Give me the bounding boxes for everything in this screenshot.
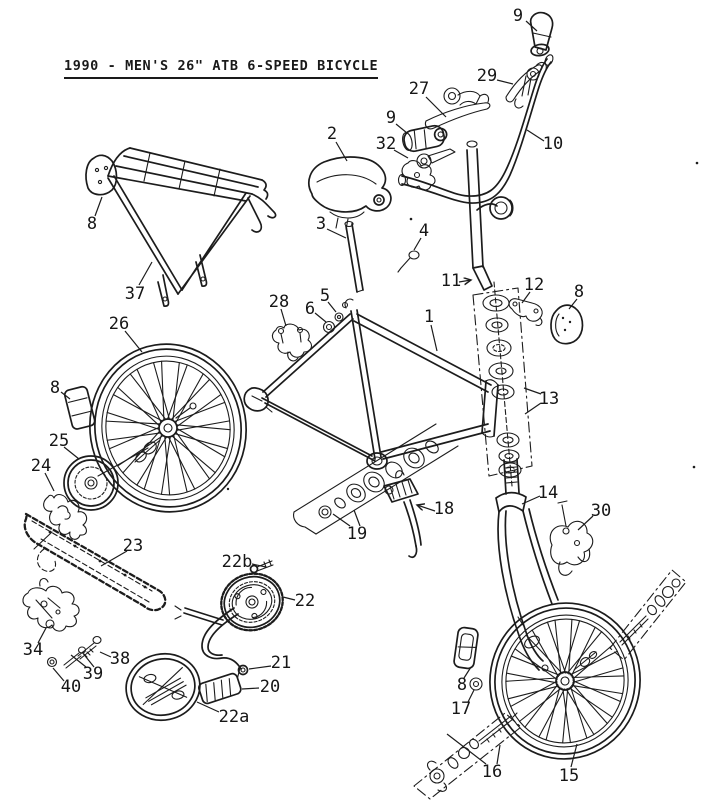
leader-line xyxy=(242,688,259,689)
part-label-28: 28 xyxy=(268,292,290,312)
part-label-6: 6 xyxy=(304,299,316,319)
part-label-17: 17 xyxy=(450,699,472,719)
axle-strip-lower xyxy=(414,713,521,799)
grip-lower xyxy=(401,123,449,153)
part-label-14: 14 xyxy=(537,483,559,503)
seat-clamp xyxy=(272,324,311,361)
leader-line xyxy=(396,124,407,133)
seat-post xyxy=(345,222,363,293)
part-label-37: 37 xyxy=(124,284,146,304)
part-label-27: 27 xyxy=(408,79,430,99)
seat-bolt xyxy=(398,251,419,272)
crankset xyxy=(120,560,290,727)
reflector-bracket-right xyxy=(509,299,542,326)
reflector-front xyxy=(453,627,478,669)
part-label-25: 25 xyxy=(48,431,70,451)
part-label-16: 16 xyxy=(481,762,503,782)
part-label-32: 32 xyxy=(375,134,397,154)
bracket-ring xyxy=(470,678,482,690)
part-label-21: 21 xyxy=(270,653,292,673)
axle-strip-upper xyxy=(610,570,686,660)
leader-line xyxy=(125,331,142,352)
part-label-22: 22 xyxy=(294,591,316,611)
leader-line xyxy=(139,262,152,285)
reflector-right xyxy=(551,305,583,344)
part-label-22a: 22a xyxy=(218,707,250,727)
part-label-40: 40 xyxy=(60,677,82,697)
part-label-11: 11 xyxy=(440,271,462,291)
part-label-24: 24 xyxy=(30,456,52,476)
frame xyxy=(244,299,498,469)
reflector-plate-top-left xyxy=(86,155,117,194)
diagram-title: 1990 - MEN'S 26" ATB 6-SPEED BICYCLE xyxy=(64,58,378,79)
part-label-39: 39 xyxy=(82,664,104,684)
part-label-8: 8 xyxy=(86,214,98,234)
part-label-29: 29 xyxy=(476,66,498,86)
leader-line xyxy=(497,80,513,84)
part-label-38: 38 xyxy=(109,649,131,669)
part-label-4: 4 xyxy=(418,221,430,241)
leader-line xyxy=(571,744,577,767)
leader-line xyxy=(431,325,437,351)
chain xyxy=(25,514,166,610)
leader-line xyxy=(527,130,544,141)
part-label-10: 10 xyxy=(542,134,564,154)
part-label-8: 8 xyxy=(49,378,61,398)
headset-stack xyxy=(473,282,532,486)
part-label-15: 15 xyxy=(558,766,580,786)
leader-line xyxy=(249,666,271,669)
grip-top xyxy=(530,13,552,57)
rear-hub-parts xyxy=(134,403,196,464)
reflector-left xyxy=(64,386,96,430)
leader-line xyxy=(315,313,326,322)
leader-line xyxy=(426,97,446,117)
rear-rack xyxy=(108,148,276,306)
part-label-9: 9 xyxy=(512,6,524,26)
leader-line xyxy=(283,597,295,600)
front-wheel xyxy=(478,591,653,771)
leader-line xyxy=(417,505,435,511)
stem xyxy=(467,141,513,290)
part-label-26: 26 xyxy=(108,314,130,334)
part-label-23: 23 xyxy=(122,536,144,556)
brake-caliper xyxy=(550,501,593,575)
part-label-8: 8 xyxy=(573,282,585,302)
part-label-18: 18 xyxy=(433,499,455,519)
rear-wheel xyxy=(78,333,258,523)
part-label-5: 5 xyxy=(319,286,331,306)
part-label-13: 13 xyxy=(538,389,560,409)
scan-speckles xyxy=(227,162,699,491)
part-label-22b: 22b xyxy=(221,552,253,572)
part-label-34: 34 xyxy=(22,640,44,660)
brake-lever-front xyxy=(425,88,489,129)
part-label-12: 12 xyxy=(523,275,545,295)
rear-derailleur xyxy=(23,579,79,632)
kickstand xyxy=(384,471,421,558)
part-label-9: 9 xyxy=(385,108,397,128)
part-label-20: 20 xyxy=(259,677,281,697)
part-label-30: 30 xyxy=(590,501,612,521)
part-label-19: 19 xyxy=(346,524,368,544)
part-label-2: 2 xyxy=(326,124,338,144)
part-label-1: 1 xyxy=(423,307,435,327)
leader-line xyxy=(447,734,486,764)
chainguard xyxy=(120,647,206,727)
pedal xyxy=(197,669,247,705)
part-label-3: 3 xyxy=(315,214,327,234)
part-label-8: 8 xyxy=(456,675,468,695)
leader-line xyxy=(327,229,346,238)
